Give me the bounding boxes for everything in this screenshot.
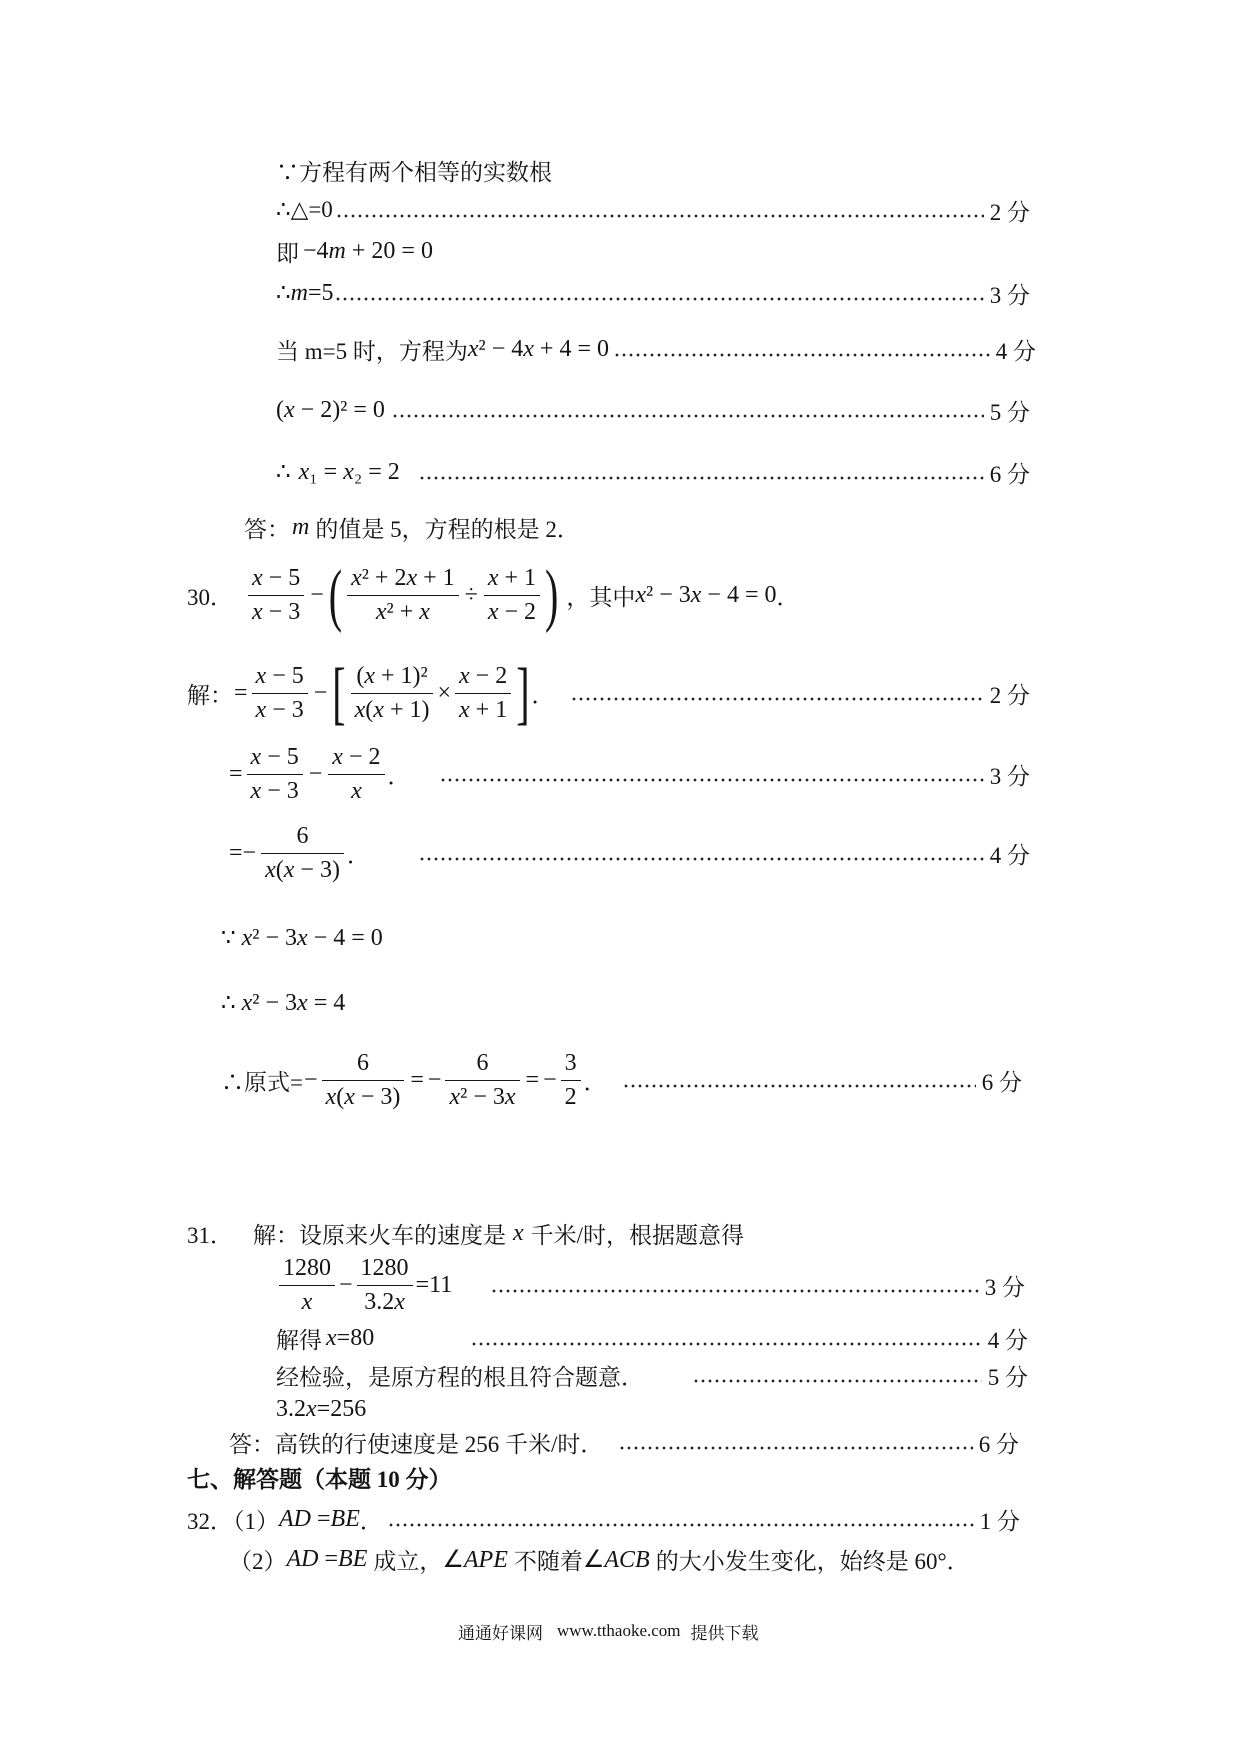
footer-tail: 提供下载	[690, 1623, 759, 1643]
fraction	[252, 662, 308, 725]
statement-text: 经检验，是原方程的根且符合题意．	[276, 1364, 644, 1390]
dot-leader	[420, 476, 984, 480]
math-variable: x	[373, 696, 384, 723]
minus-operator: −	[308, 760, 323, 787]
fraction-numerator: x² + 2x + 1	[347, 564, 459, 596]
score-label: 1 分	[979, 1508, 1020, 1534]
dot-leader	[393, 414, 984, 418]
dot-leader	[420, 857, 984, 861]
math-variable: x	[250, 777, 262, 804]
fraction-numerator: x − 2	[328, 743, 384, 775]
left-bracket: [	[332, 652, 346, 732]
math-expression: m=5	[290, 279, 334, 306]
dot-leader	[492, 1289, 979, 1293]
math-variable: BE	[338, 1545, 368, 1572]
fraction-denominator: x − 2	[487, 598, 537, 625]
solution-30-result	[221, 1040, 1022, 1120]
math-variable: BE	[330, 1505, 360, 1532]
math-variable: x	[375, 598, 387, 625]
condition-equation: x² − 3x − 4 = 0	[635, 581, 777, 608]
footer-url: www.tthaoke.com	[557, 1621, 681, 1640]
math-variable: x	[487, 598, 499, 625]
fraction-denominator: x(x − 3)	[325, 1083, 401, 1110]
score-label: 6 分	[981, 1069, 1022, 1095]
math-variable: x	[332, 743, 343, 770]
equals-operator: =	[234, 679, 248, 706]
statement-prefix: 即	[276, 240, 299, 266]
question-number: 32．（1）	[187, 1508, 279, 1534]
fraction	[248, 564, 304, 627]
math-variable: x	[504, 1083, 516, 1110]
dot-leader	[441, 778, 984, 782]
math-variable: x	[326, 1324, 337, 1351]
statement-text: ∴△=0	[276, 197, 333, 222]
solution-intro: 千米/时，根据题意得	[530, 1222, 745, 1248]
math-expression: x² − 4x + 4 = 0	[467, 335, 609, 362]
math-expression: x² − 3x − 4 = 0	[241, 924, 383, 951]
math-expression: AD =BE	[286, 1545, 368, 1572]
solution-intro: 解：设原来火车的速度是	[253, 1222, 506, 1248]
period: ．	[531, 682, 555, 708]
math-variable: x	[351, 564, 362, 591]
fraction	[351, 662, 434, 725]
math-variable: x	[301, 1288, 313, 1315]
statement-prefix: ∴原式=	[221, 1069, 303, 1095]
math-expression: x₁ = x₂ = 2	[298, 458, 400, 485]
minus-operator: −	[242, 839, 257, 866]
dot-leader	[572, 697, 984, 701]
solution-30-step-2	[229, 734, 1030, 814]
score-label: 6 分	[978, 1431, 1019, 1457]
fraction-numerator: x − 2	[455, 662, 511, 694]
section-title: 七、解答题（本题 10 分）	[187, 1466, 452, 1492]
score-label: 3 分	[989, 763, 1030, 789]
fraction	[561, 1049, 581, 1112]
math-variable: AD	[286, 1545, 319, 1572]
math-variable: x	[344, 1083, 355, 1110]
math-variable: x	[297, 924, 308, 951]
math-expression: x² − 3x = 4	[241, 989, 346, 1016]
score-label: 5 分	[987, 1364, 1028, 1390]
math-variable: APE	[463, 1546, 508, 1573]
minus-operator: −	[303, 1066, 318, 1093]
fraction	[445, 1049, 519, 1112]
math-expression: 3.2x=256	[276, 1395, 367, 1422]
question-30	[187, 555, 1030, 635]
solution-30-step-3	[229, 813, 1030, 893]
math-variable	[513, 1220, 524, 1247]
math-variable: x	[250, 743, 262, 770]
dot-leader	[615, 353, 990, 357]
minus-operator: −	[310, 581, 324, 608]
angle-expression: ∠ACB	[582, 1546, 650, 1573]
part-label: （2）	[229, 1548, 287, 1574]
math-variable: x	[459, 696, 470, 723]
fraction-denominator: x² + x	[375, 598, 430, 625]
math-variable: m	[292, 513, 310, 540]
footer-site-name: 通通好课网	[458, 1623, 543, 1643]
divide-operator: ÷	[464, 581, 478, 608]
statement-text: ∵方程有两个相等的实数根	[276, 159, 552, 185]
angle-expression: ∠APE	[442, 1546, 508, 1573]
math-variable: x	[343, 458, 354, 485]
statement-text: 的大小发生变化，始终是 60°．	[655, 1548, 970, 1574]
math-variable: x	[306, 1395, 317, 1422]
fraction-denominator: x − 3	[255, 696, 304, 723]
period: ．	[346, 842, 370, 868]
math-variable: AD	[279, 1505, 311, 1532]
math-expression: (x − 2)² = 0	[276, 396, 385, 423]
equals-operator: =	[525, 1066, 540, 1093]
period: ．	[359, 1508, 383, 1534]
math-expression: x=80	[326, 1324, 375, 1351]
math-expression: AD =BE	[279, 1505, 360, 1532]
right-parenthesis: )	[545, 554, 559, 634]
times-operator: ×	[437, 679, 452, 706]
period: ．	[583, 1069, 607, 1095]
fraction-numerator: 6	[445, 1049, 519, 1081]
math-variable: x	[284, 396, 295, 423]
score-label: 2 分	[989, 682, 1030, 708]
fraction-numerator: (x + 1)²	[351, 662, 434, 694]
math-variable: ACB	[604, 1546, 650, 1573]
score-label: 3 分	[989, 282, 1030, 308]
math-variable: x	[354, 696, 366, 723]
fraction-denominator: x − 3	[250, 777, 299, 804]
solution-label: 解：	[187, 682, 233, 708]
fraction-denominator	[328, 775, 384, 806]
fraction	[328, 743, 384, 806]
math-variable: x	[265, 856, 276, 883]
fraction	[455, 662, 511, 725]
fraction-denominator: x² − 3x	[449, 1083, 516, 1110]
score-label: 2 分	[989, 199, 1030, 225]
page-footer	[458, 1611, 759, 1651]
fraction	[247, 743, 303, 806]
dot-leader	[336, 297, 984, 301]
math-variable: x	[449, 1083, 461, 1110]
fraction	[484, 564, 540, 627]
math-variable: x	[241, 989, 253, 1016]
fraction	[261, 822, 344, 885]
fraction	[347, 564, 459, 627]
statement-prefix: 当 m=5 时，方程为	[276, 338, 468, 364]
math-variable: x	[351, 777, 362, 804]
right-bracket: ]	[516, 652, 530, 732]
minus-operator: −	[427, 1066, 442, 1093]
statement-prefix: ∴	[276, 280, 291, 305]
math-variable: x	[459, 662, 470, 689]
fraction-numerator: 6	[261, 822, 344, 854]
fraction-numerator: 6	[322, 1049, 405, 1081]
statement-prefix: 解得	[276, 1327, 322, 1353]
score-label: 4 分	[995, 338, 1036, 364]
minus-operator: −	[339, 1271, 353, 1298]
math-variable: x	[487, 564, 499, 591]
statement-prefix: ∴	[221, 990, 236, 1015]
period: ．	[387, 763, 411, 789]
fraction-numerator: x − 5	[248, 564, 304, 596]
period: ．	[776, 584, 800, 610]
fraction-denominator: x(x + 1)	[354, 696, 430, 723]
fraction-denominator: x(x − 3)	[265, 856, 340, 883]
answer-text: 的值是 5，方程的根是 2．	[315, 516, 580, 542]
statement-text: 不随着	[513, 1548, 583, 1574]
equals-operator: =	[410, 1066, 424, 1093]
math-variable: x	[252, 598, 263, 625]
math-variable: x	[364, 662, 375, 689]
score-label: 3 分	[984, 1274, 1025, 1300]
fraction	[322, 1049, 405, 1112]
fraction-denominator: 3.2x	[364, 1288, 405, 1315]
math-variable: x	[406, 564, 418, 591]
equals-operator: =	[229, 760, 243, 787]
statement-text: 成立，	[373, 1548, 443, 1574]
question-32-part-2	[229, 1519, 1030, 1599]
solution-30-therefore	[221, 963, 1030, 1043]
math-variable: x	[635, 581, 647, 608]
fraction-numerator: 3	[561, 1049, 581, 1081]
statement-prefix: ∵	[221, 925, 236, 950]
score-label: 6 分	[989, 461, 1030, 487]
condition-text: ，其中	[566, 584, 636, 610]
math-expression: =11	[415, 1271, 453, 1298]
math-variable: x	[325, 1083, 337, 1110]
fraction-denominator: x − 3	[252, 598, 301, 625]
fraction-numerator: x − 5	[252, 662, 308, 694]
dot-leader	[624, 1084, 976, 1088]
math-variable: x	[255, 696, 267, 723]
math-variable: x	[283, 856, 295, 883]
math-variable: x	[297, 989, 308, 1016]
math-variable: m	[290, 279, 308, 306]
math-variable	[292, 514, 309, 541]
math-variable: x	[241, 924, 253, 951]
math-expression: −4m + 20 = 0	[303, 237, 433, 264]
statement-prefix: ∴	[276, 459, 291, 484]
fraction-denominator: x + 1	[459, 696, 508, 723]
left-parenthesis: (	[328, 554, 343, 634]
fraction-denominator: 2	[564, 1083, 577, 1110]
math-variable: x	[690, 581, 702, 608]
answer-text: 答：高铁的行使速度是 256 千米/时．	[229, 1431, 604, 1457]
question-number: 31．	[187, 1222, 233, 1248]
minus-operator: −	[543, 1066, 557, 1093]
math-variable: x	[467, 335, 479, 362]
equals-operator: =	[229, 839, 243, 866]
math-variable: x	[419, 598, 430, 625]
math-variable: x	[394, 1288, 405, 1315]
math-variable: x	[523, 335, 534, 362]
fraction-numerator: 1280	[357, 1254, 413, 1286]
score-label: 4 分	[989, 842, 1030, 868]
score-label: 5 分	[989, 399, 1030, 425]
fraction-numerator: 1280	[279, 1254, 335, 1286]
math-variable: x	[298, 458, 310, 485]
answer-prefix: 答：	[244, 516, 290, 542]
math-variable: m	[328, 237, 346, 264]
minus-operator: −	[313, 679, 328, 706]
fraction-numerator: x + 1	[484, 564, 540, 596]
math-variable: x	[513, 1219, 524, 1246]
question-number: 30．	[187, 584, 233, 610]
solution-30-step-1	[187, 653, 1030, 733]
math-variable: x	[252, 564, 263, 591]
fraction-numerator: x − 5	[247, 743, 303, 775]
score-label: 4 分	[987, 1327, 1028, 1353]
math-variable: x	[255, 662, 267, 689]
